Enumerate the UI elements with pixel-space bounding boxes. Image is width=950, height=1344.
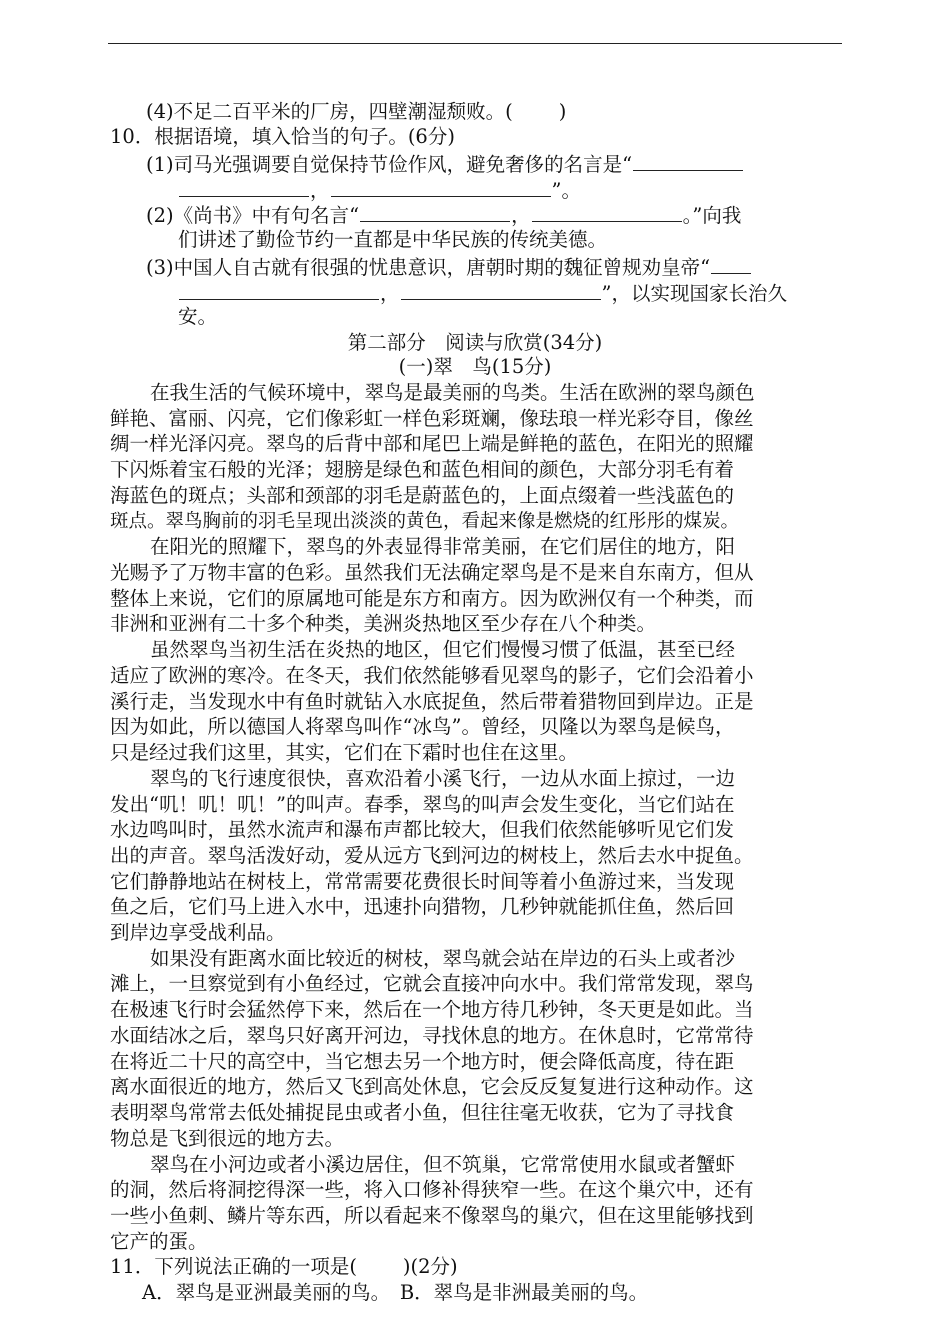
q10-title: 10．根据语境，填入恰当的句子。(6分)	[110, 125, 455, 148]
fill-blank[interactable]	[633, 150, 743, 171]
passage-line: 溪行走，当发现水中有鱼时就钻入水底捉鱼，然后带着猎物回到岸边。正是	[110, 690, 754, 713]
q10-item-3-end: 安。	[178, 305, 218, 328]
passage-line: 物总是飞到很远的地方去。	[110, 1127, 345, 1150]
passage-line: 在将近二十尺的高空中，当它想去另一个地方时，便会降低高度，待在距	[110, 1050, 735, 1073]
passage-line: 一些小鱼刺、鳞片等东西，所以看起来不像翠鸟的巢穴，但在这里能够找到	[110, 1204, 754, 1227]
q10-item-2: (2)《尚书》中有句名言“ ， 。”向我	[146, 201, 741, 227]
header-rule	[108, 43, 842, 44]
q10-item-2-cont: 们讲述了勤俭节约一直都是中华民族的传统美德。	[178, 228, 608, 251]
fill-blank[interactable]	[331, 176, 551, 197]
fill-blank[interactable]	[179, 176, 309, 197]
fill-blank[interactable]	[401, 279, 601, 300]
passage-line: 离水面很近的地方，然后又飞到高处休息，它会反反复复进行这种动作。这	[110, 1075, 754, 1098]
passage-line: 适应了欧洲的寒冷。在冬天，我们依然能够看见翠鸟的影子，它们会沿着小	[110, 664, 754, 687]
passage-line: 水边鸣叫时，虽然水流声和瀑布声都比较大，但我们依然能够听见它们发	[110, 818, 735, 841]
passage-line: 海蓝色的斑点；头部和颈部的羽毛是蔚蓝色的，上面点缀着一些浅蓝色的	[110, 484, 735, 507]
passage-line: 的洞，然后将洞挖得深一些，将入口修补得狭窄一些。在这个巢穴中，还有	[110, 1178, 754, 1201]
passage-line: 鲜艳、富丽、闪亮，它们像彩虹一样色彩斑斓，像珐琅一样光彩夺目，像丝	[110, 407, 754, 430]
q11-options: A．翠鸟是亚洲最美丽的鸟。 B．翠鸟是非洲最美丽的鸟。	[142, 1281, 649, 1304]
passage-line: 因为如此，所以德国人将翠鸟叫作“冰鸟”。曾经，贝隆以为翠鸟是候鸟，	[110, 715, 735, 738]
q10-item-1: (1)司马光强调要自觉保持节俭作风，避免奢侈的名言是“	[146, 150, 744, 176]
passage-line: 虽然翠鸟当初生活在炎热的地区，但它们慢慢习惯了低温，甚至已经	[150, 638, 736, 661]
passage-line: 绸一样光泽闪亮。翠鸟的后背中部和尾巴上端是鲜艳的蓝色，在阳光的照耀	[110, 432, 754, 455]
fill-blank[interactable]	[711, 253, 751, 274]
q10-item-3: (3)中国人自古就有很强的忧患意识，唐朝时期的魏征曾规劝皇帝“	[146, 253, 752, 279]
passage-line: 整体上来说，它们的原属地可能是东方和南方。因为欧洲仅有一个种类，而	[110, 587, 754, 610]
section-heading: 第二部分 阅读与欣赏(34分)	[347, 331, 603, 354]
passage-line: 它产的蛋。	[110, 1230, 208, 1253]
passage-line: 它们静静地站在树枝上，常常需要花费很长时间等着小鱼游过来，当发现	[110, 870, 735, 893]
passage-line: 出的声音。翠鸟活泼好动，爱从远方飞到河边的树枝上，然后去水中捉鱼。	[110, 844, 754, 867]
passage-title: (一)翠 鸟(15分)	[398, 355, 552, 378]
passage-line: 只是经过我们这里，其实，它们在下霜时也住在这里。	[110, 741, 579, 764]
passage-line: 发出“叽！叽！叽！”的叫声。春季，翠鸟的叫声会发生变化，当它们站在	[110, 793, 735, 816]
passage-line: 在我生活的气候环境中，翠鸟是最美丽的鸟类。生活在欧洲的翠鸟颜色	[150, 381, 755, 404]
passage-line: 如果没有距离水面比较近的树枝，翠鸟就会站在岸边的石头上或者沙	[150, 947, 736, 970]
q10-item-3-cont: ， ”，以实现国家长治久	[178, 279, 787, 305]
q9-item-4: (4)不足二百平米的厂房，四壁潮湿颓败。( )	[146, 100, 567, 123]
passage-line: 鱼之后，它们马上进入水中，迅速扑向猎物，几秒钟就能抓住鱼，然后回	[110, 895, 735, 918]
q11-title: 11．下列说法正确的一项是( )(2分)	[110, 1255, 458, 1278]
passage-line: 在极速飞行时会猛然停下来，然后在一个地方待几秒钟，冬天更是如此。当	[110, 998, 754, 1021]
q10-item-1-cont: ， ”。	[178, 176, 581, 202]
passage-line: 翠鸟在小河边或者小溪边居住，但不筑巢，它常常使用水鼠或者蟹虾	[150, 1153, 736, 1176]
passage-line: 翠鸟的飞行速度很快，喜欢沿着小溪飞行，一边从水面上掠过，一边	[150, 767, 736, 790]
passage-line: 表明翠鸟常常去低处捕捉昆虫或者小鱼，但往往毫无收获，它为了寻找食	[110, 1101, 735, 1124]
fill-blank[interactable]	[360, 201, 510, 222]
passage-line: 滩上，一旦察觉到有小鱼经过，它就会直接冲向水中。我们常常发现，翠鸟	[110, 972, 754, 995]
passage-line: 到岸边享受战利品。	[110, 921, 286, 944]
passage-line: 光赐予了万物丰富的色彩。虽然我们无法确定翠鸟是不是来自东南方，但从	[110, 561, 754, 584]
fill-blank[interactable]	[179, 279, 379, 300]
passage-line: 水面结冰之后，翠鸟只好离开河边，寻找休息的地方。在休息时，它常常待	[110, 1024, 754, 1047]
passage-line: 下闪烁着宝石般的光泽；翅膀是绿色和蓝色相间的颜色，大部分羽毛有着	[110, 458, 735, 481]
passage-line: 在阳光的照耀下，翠鸟的外表显得非常美丽，在它们居住的地方，阳	[150, 535, 736, 558]
passage-line: 非洲和亚洲有二十多个种类，美洲炎热地区至少存在八个种类。	[110, 612, 657, 635]
passage-line: 斑点。翠鸟胸前的羽毛呈现出淡淡的黄色，看起来像是燃烧的红彤彤的煤炭。	[110, 511, 740, 532]
fill-blank[interactable]	[532, 201, 682, 222]
